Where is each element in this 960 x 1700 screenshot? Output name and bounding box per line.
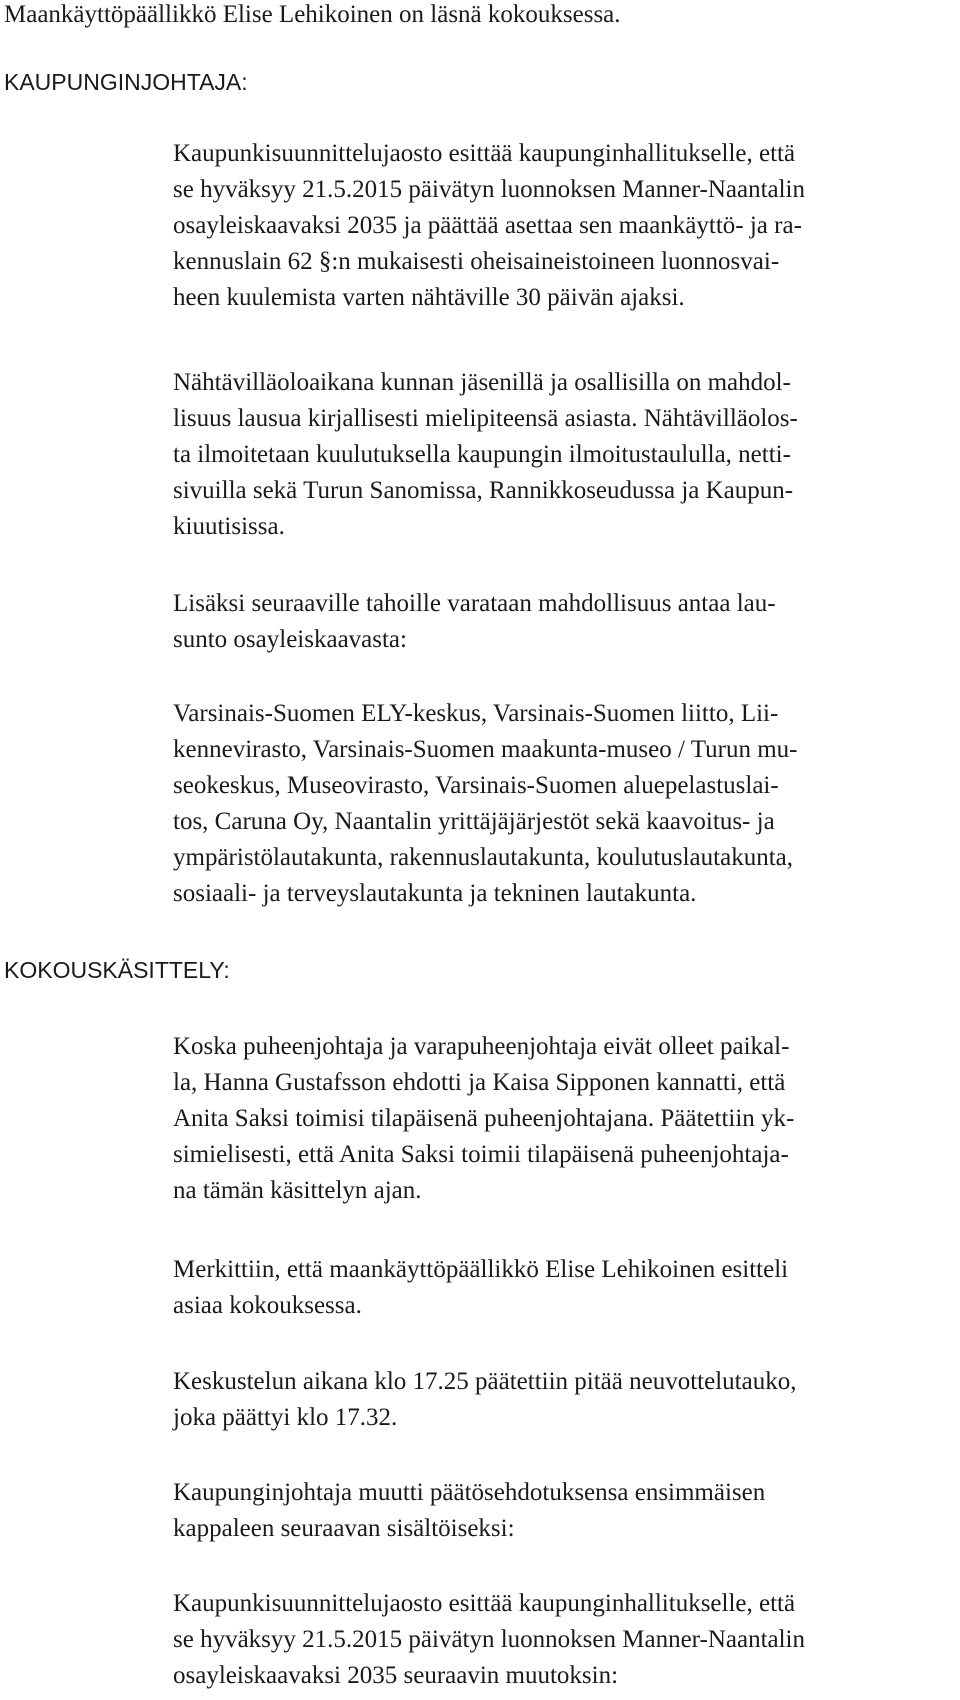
paragraph-proposal xyxy=(173,136,953,316)
paragraph-line: Kaupunkisuunnittelujaosto esittää kaupunginhallitukselle, että xyxy=(173,1590,796,1617)
paragraph-statement-parties xyxy=(173,696,953,912)
paragraph-line: Varsinais-Suomen ELY-keskus, Varsinais-Suomen liitto, Lii- xyxy=(173,700,779,727)
paragraph-presentation xyxy=(173,1252,953,1324)
paragraph-statements-intro xyxy=(173,586,953,658)
paragraph-line: osayleiskaavaksi 2035 seuraavin muutoksin: xyxy=(173,1662,619,1689)
paragraph-amended-proposal xyxy=(173,1586,953,1694)
paragraph-line: la, Hanna Gustafsson ehdotti ja Kaisa Sipponen kannatti, että xyxy=(173,1069,786,1096)
paragraph-line: na tämän käsittelyn ajan. xyxy=(173,1177,422,1204)
paragraph-line: heen kuulemista varten nähtäville 30 päivän ajaksi. xyxy=(173,284,685,311)
paragraph-line: asiaa kokouksessa. xyxy=(173,1292,362,1319)
paragraph-chair xyxy=(173,1029,953,1209)
paragraph-line: Lisäksi seuraaville tahoille varataan mahdollisuus antaa lau- xyxy=(173,590,776,617)
paragraph-line: ta ilmoitetaan kuulutuksella kaupungin ilmoitustaululla, netti- xyxy=(173,441,791,468)
paragraph-line: kennevirasto, Varsinais-Suomen maakunta-museo / Turun mu- xyxy=(173,736,798,763)
paragraph-break xyxy=(173,1364,953,1436)
paragraph-line: se hyväksyy 21.5.2015 päivätyn luonnoksen Manner-Naantalin xyxy=(173,1626,806,1653)
paragraph-line: sosiaali- ja terveyslautakunta ja tekninen lautakunta. xyxy=(173,880,697,907)
paragraph-line: Kaupunkisuunnittelujaosto esittää kaupunginhallitukselle, että xyxy=(173,140,796,167)
paragraph-line: simielisesti, että Anita Saksi toimii tilapäisenä puheenjohtaja- xyxy=(173,1141,789,1168)
paragraph-line: se hyväksyy 21.5.2015 päivätyn luonnoksen Manner-Naantalin xyxy=(173,176,806,203)
paragraph-line: seokeskus, Museovirasto, Varsinais-Suomen aluepelastuslai- xyxy=(173,772,779,799)
paragraph-line: Merkittiin, että maankäyttöpäällikkö Elise Lehikoinen esitteli xyxy=(173,1256,789,1283)
paragraph-line: Nähtävilläoloaikana kunnan jäsenillä ja osallisilla on mahdol- xyxy=(173,369,791,396)
heading-kaupunginjohtaja: KAUPUNGINJOHTAJA: xyxy=(4,69,248,95)
paragraph-line: tos, Caruna Oy, Naantalin yrittäjäjärjestöt sekä kaavoitus- ja xyxy=(173,808,775,835)
paragraph-line: Keskustelun aikana klo 17.25 päätettiin pitää neuvottelutauko, xyxy=(173,1368,797,1395)
paragraph-line: Kaupunginjohtaja muutti päätösehdotuksensa ensimmäisen xyxy=(173,1479,766,1506)
paragraph-line: Anita Saksi toimisi tilapäisenä puheenjohtajana. Päätettiin yk- xyxy=(173,1105,795,1132)
paragraph-amendment-intro xyxy=(173,1475,953,1547)
intro-line: Maankäyttöpäällikkö Elise Lehikoinen on läsnä kokouksessa. xyxy=(4,1,621,28)
paragraph-line: sivuilla sekä Turun Sanomissa, Rannikkoseudussa ja Kaupun- xyxy=(173,477,794,504)
heading-kokouskasittely: KOKOUSKÄSITTELY: xyxy=(4,957,230,983)
paragraph-line: Koska puheenjohtaja ja varapuheenjohtaja eivät olleet paikal- xyxy=(173,1033,790,1060)
paragraph-line: lisuus lausua kirjallisesti mielipiteensä asiasta. Nähtävilläolos- xyxy=(173,405,798,432)
paragraph-line: kennuslain 62 §:n mukaisesti oheisaineistoineen luonnosvai- xyxy=(173,248,780,275)
paragraph-line: osayleiskaavaksi 2035 ja päättää asettaa sen maankäyttö- ja ra- xyxy=(173,212,802,239)
paragraph-line: kiuutisissa. xyxy=(173,513,285,540)
paragraph-line: ympäristölautakunta, rakennuslautakunta, koulutuslautakunta, xyxy=(173,844,793,871)
paragraph-line: sunto osayleiskaavasta: xyxy=(173,626,407,653)
paragraph-line: kappaleen seuraavan sisältöiseksi: xyxy=(173,1515,515,1542)
paragraph-display-period xyxy=(173,365,953,545)
paragraph-line: joka päättyi klo 17.32. xyxy=(173,1404,398,1431)
